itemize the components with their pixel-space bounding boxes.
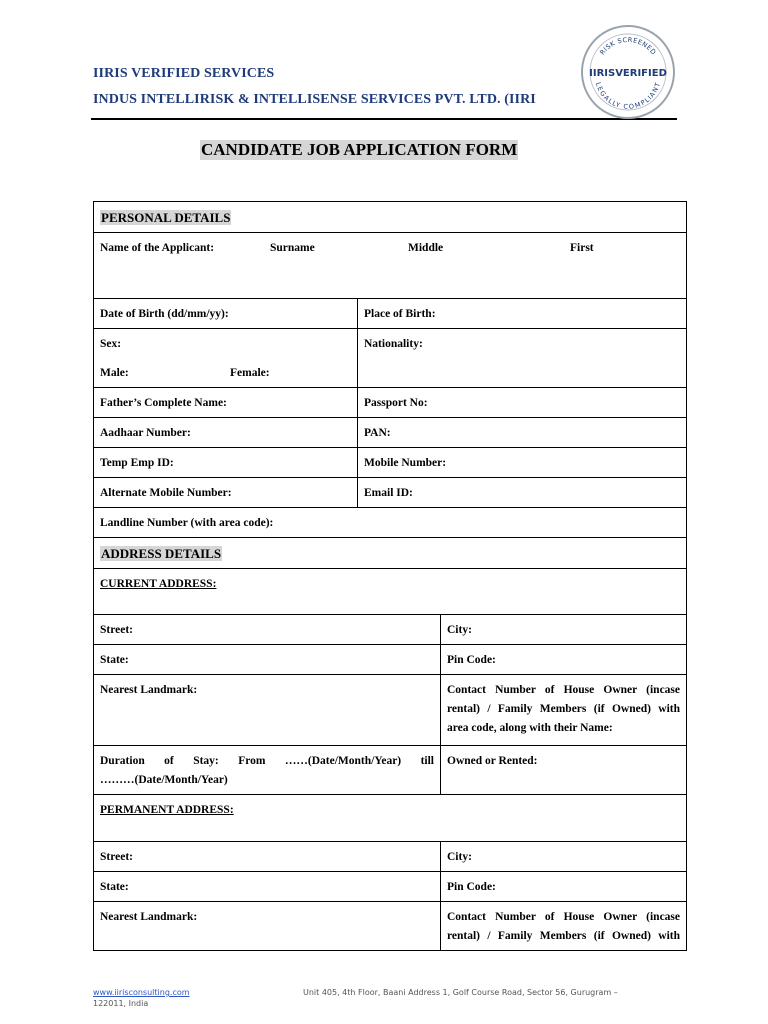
svg-text:LEGALLY COMPLIANT: LEGALLY COMPLIANT xyxy=(593,81,663,111)
current-address-heading: CURRENT ADDRESS: xyxy=(94,569,687,615)
footer-address: Unit 405, 4th Floor, Baani Address 1, Golf Course Road, Sector 56, Gurugram – xyxy=(303,988,618,997)
footer-website-link[interactable]: www.iirisconsulting.com xyxy=(93,988,190,997)
permanent-address-heading: PERMANENT ADDRESS: xyxy=(94,795,687,842)
current-pin-field[interactable]: Pin Code: xyxy=(441,645,687,675)
aadhaar-field[interactable]: Aadhaar Number: xyxy=(94,418,358,448)
current-street-field[interactable]: Street: xyxy=(94,615,441,645)
footer-address-postcode: 122011, India xyxy=(93,999,149,1008)
nationality-field[interactable]: Nationality: xyxy=(358,329,687,388)
permanent-state-field[interactable]: State: xyxy=(94,872,441,902)
alternate-mobile-field[interactable]: Alternate Mobile Number: xyxy=(94,478,358,508)
passport-field[interactable]: Passport No: xyxy=(358,388,687,418)
applicant-name-field[interactable]: Name of the Applicant: Surname Middle First xyxy=(94,233,687,299)
place-of-birth-field[interactable]: Place of Birth: xyxy=(358,299,687,329)
landline-field[interactable]: Landline Number (with area code): xyxy=(94,508,687,538)
permanent-landmark-field[interactable]: Nearest Landmark: xyxy=(94,902,441,951)
mobile-number-field[interactable]: Mobile Number: xyxy=(358,448,687,478)
iiris-verified-logo xyxy=(580,24,676,120)
sex-field[interactable]: Sex: Male: Female: xyxy=(94,329,358,388)
permanent-city-field[interactable]: City: xyxy=(441,842,687,872)
company-name: IIRIS VERIFIED SERVICES xyxy=(93,66,275,81)
svg-text:RISK SCREENED: RISK SCREENED xyxy=(598,35,658,57)
permanent-contact-field[interactable]: Contact Number of House Owner (incase rental) / Family Members (if Owned) with xyxy=(441,902,687,951)
owned-or-rented-field[interactable]: Owned or Rented: xyxy=(441,746,687,795)
svg-text:IIRISVERIFIED: IIRISVERIFIED xyxy=(589,68,667,79)
pan-field[interactable]: PAN: xyxy=(358,418,687,448)
form-title: CANDIDATE JOB APPLICATION FORM xyxy=(201,140,518,159)
company-legal-name: INDUS INTELLIRISK & INTELLISENSE SERVICES PVT. LTD. (IIRI xyxy=(93,92,536,107)
email-field[interactable]: Email ID: xyxy=(358,478,687,508)
duration-of-stay-field[interactable]: Duration of Stay: From ……(Date/Month/Year) till ………(Date/Month/Year) xyxy=(94,746,441,795)
permanent-pin-field[interactable]: Pin Code: xyxy=(441,872,687,902)
father-name-field[interactable]: Father’s Complete Name: xyxy=(94,388,358,418)
current-state-field[interactable]: State: xyxy=(94,645,441,675)
address-details-heading: ADDRESS DETAILS xyxy=(94,538,687,569)
temp-emp-id-field[interactable]: Temp Emp ID: xyxy=(94,448,358,478)
current-landmark-field[interactable]: Nearest Landmark: xyxy=(94,675,441,746)
permanent-street-field[interactable]: Street: xyxy=(94,842,441,872)
date-of-birth-field[interactable]: Date of Birth (dd/mm/yy): xyxy=(94,299,358,329)
current-city-field[interactable]: City: xyxy=(441,615,687,645)
current-contact-field[interactable]: Contact Number of House Owner (incase rental) / Family Members (if Owned) with area code, along with their Name: xyxy=(441,675,687,746)
application-form xyxy=(93,201,687,951)
personal-details-heading: PERSONAL DETAILS xyxy=(94,202,687,233)
